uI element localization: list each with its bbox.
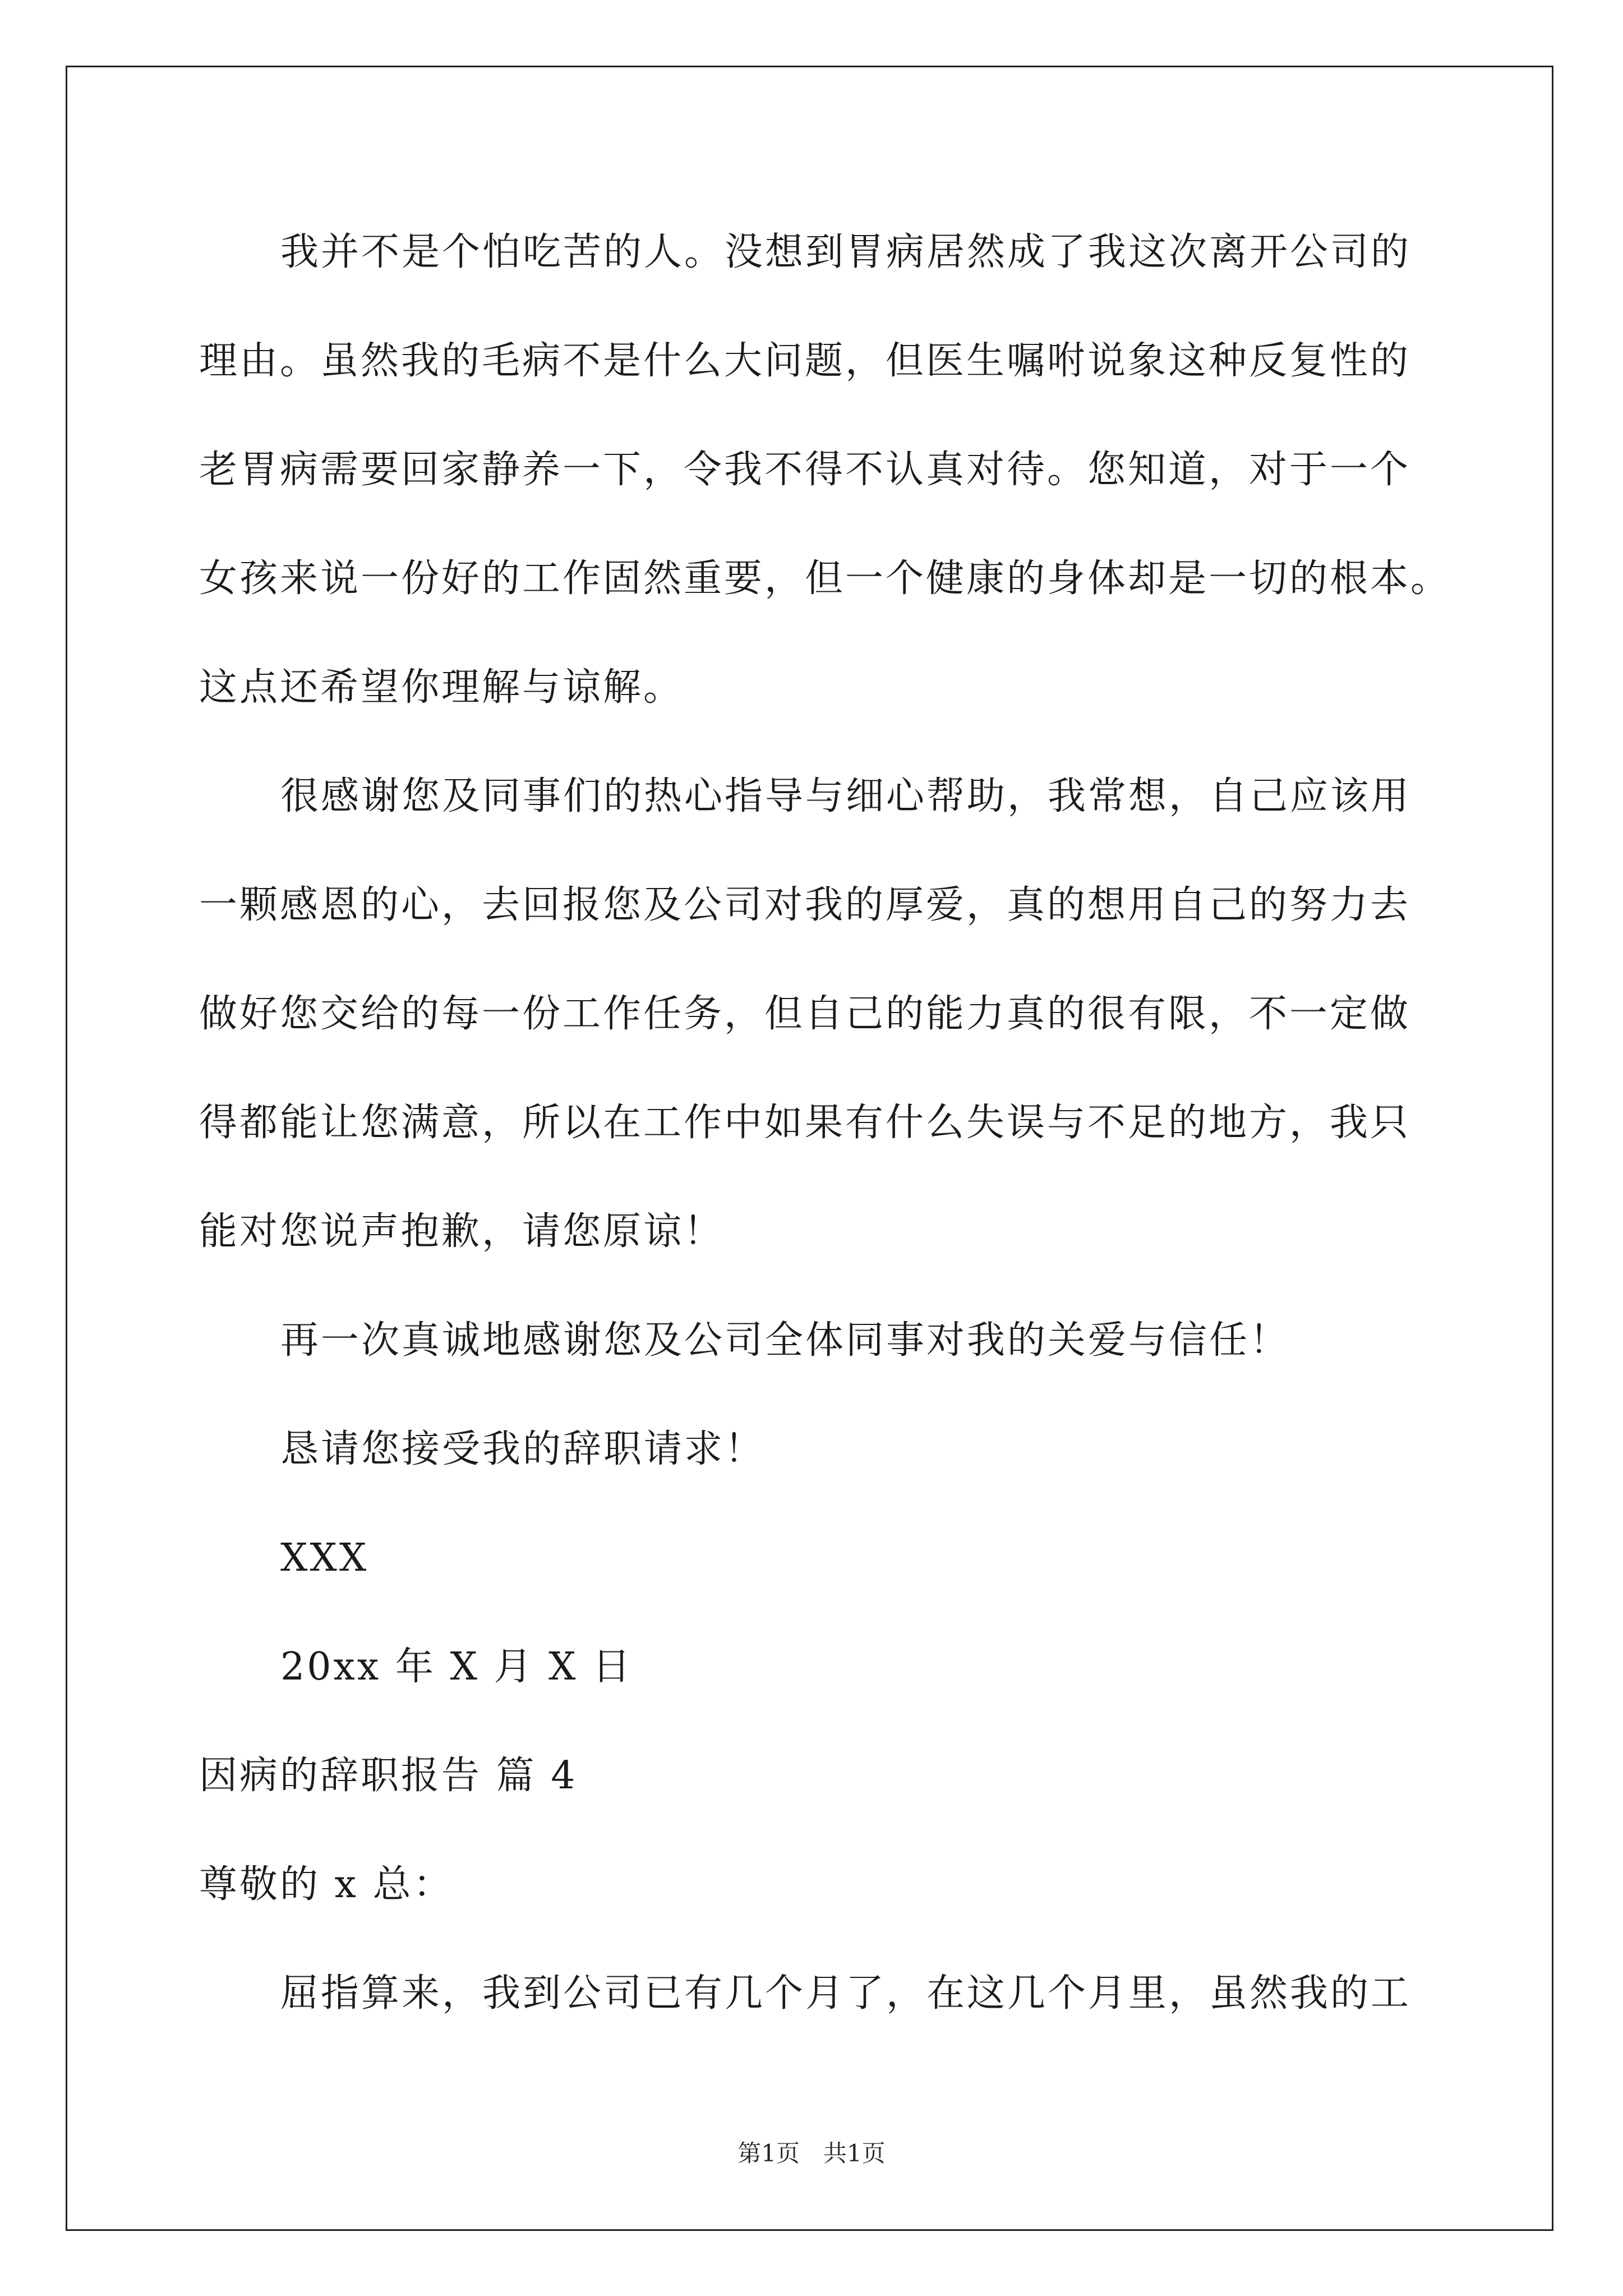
paragraph-line: 很感谢您及同事们的热心指导与细心帮助，我常想，自己应该用 xyxy=(280,774,1412,818)
section-heading: 因病的辞职报告 篇 4 xyxy=(199,1754,578,1798)
paragraph-line: 得都能让您满意，所以在工作中如果有什么失误与不足的地方，我只 xyxy=(199,1101,1411,1145)
paragraph-line: 一颗感恩的心，去回报您及公司对我的厚爱，真的想用自己的努力去 xyxy=(199,883,1411,927)
paragraph-line: 做好您交给的每一份工作任务，但自己的能力真的很有限，不一定做 xyxy=(199,992,1411,1036)
paragraph-line: 理由。虽然我的毛病不是什么大问题，但医生嘱咐说象这种反复性的 xyxy=(199,339,1411,383)
signature-name: XXX xyxy=(280,1536,369,1580)
paragraph-line: 能对您说声抱歉，请您原谅！ xyxy=(199,1209,725,1254)
paragraph-line: 再一次真诚地感谢您及公司全体同事对我的关爱与信任！ xyxy=(280,1318,1290,1363)
paragraph-line: 恳请您接受我的辞职请求！ xyxy=(280,1427,766,1471)
page-footer: 第1页 共1页 xyxy=(737,2139,886,2167)
paragraph-line: 我并不是个怕吃苦的人。没想到胃病居然成了我这次离开公司的 xyxy=(280,230,1412,274)
paragraph-line: 屈指算来，我到公司已有几个月了，在这几个月里，虽然我的工 xyxy=(280,1971,1412,2016)
paragraph-line: 女孩来说一份好的工作固然重要，但一个健康的身体却是一切的根本。 xyxy=(199,556,1451,601)
paragraph-line: 这点还希望你理解与谅解。 xyxy=(199,665,684,710)
signature-date: 20xx 年 X 月 X 日 xyxy=(280,1645,633,1689)
paragraph-line: 老胃病需要回家静养一下，令我不得不认真对待。您知道，对于一个 xyxy=(199,448,1411,492)
salutation: 尊敬的 x 总： xyxy=(199,1862,454,1907)
